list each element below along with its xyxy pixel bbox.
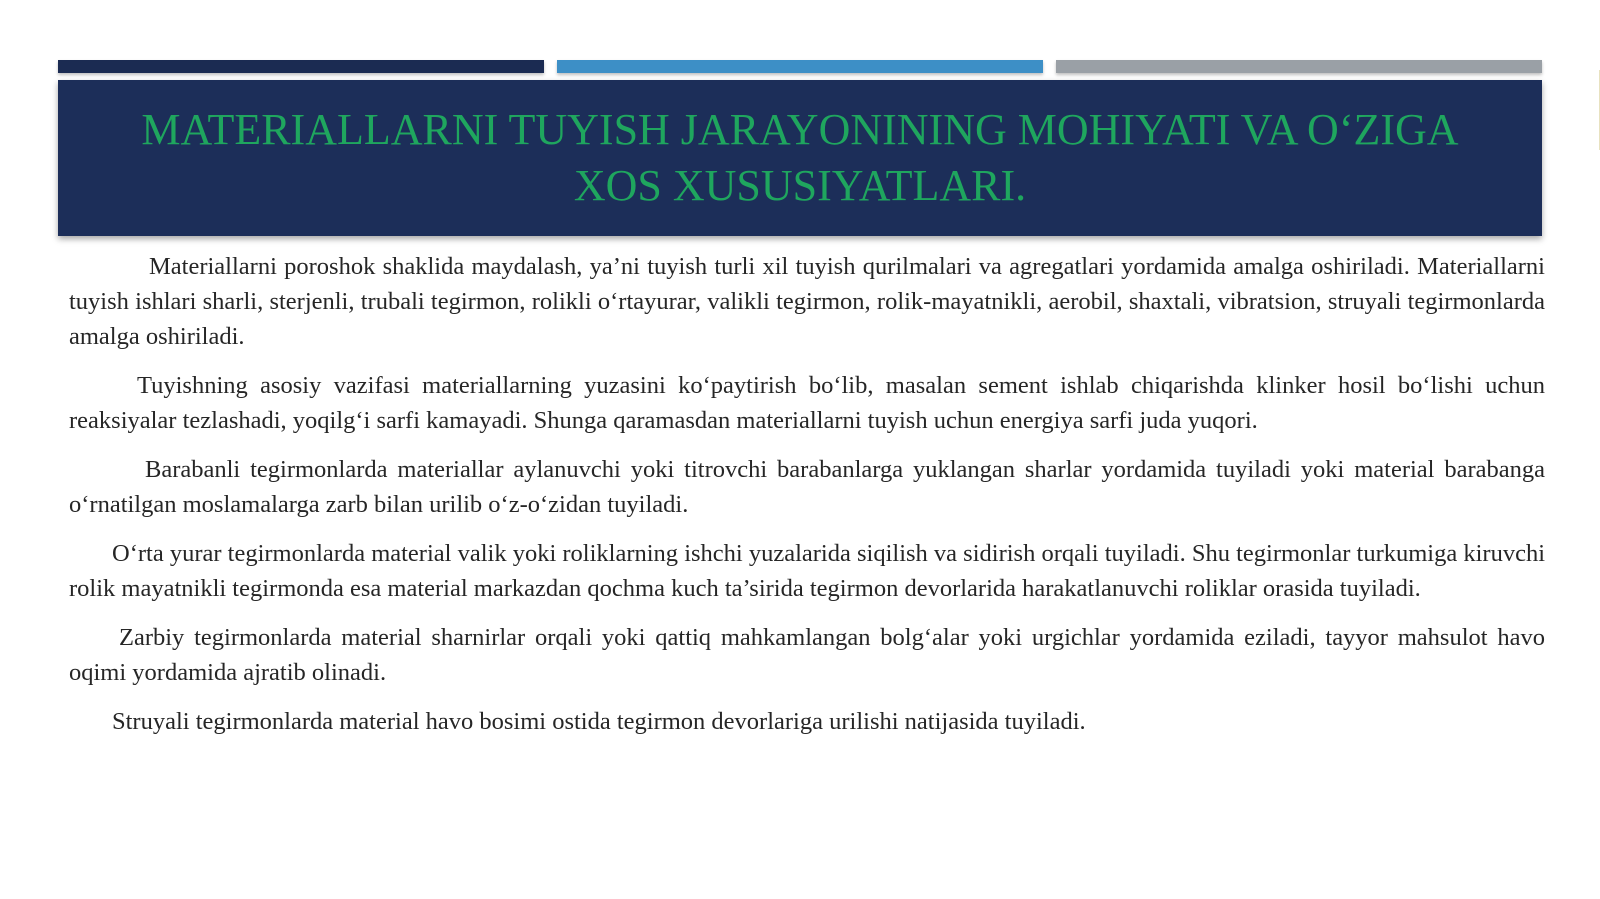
slide-title: MATERIALLARNI TUYISH JARAYONINING MOHIYATI VA O‘ZIGA XOS XUSUSIYATLARI.	[141, 105, 1459, 210]
decorative-edge-line	[1595, 70, 1600, 150]
accent-bar-blue	[557, 60, 1043, 73]
paragraph-6: Struyali tegirmonlarda material havo bosimi ostida tegirmon devorlariga urilishi natijasida tuyiladi.	[112, 708, 1086, 735]
paragraph-3: Barabanli tegirmonlarda materiallar aylanuvchi yoki titrovchi barabanlarga yuklangan sharlar yordamida tuyiladi yoki material barabanga o‘rnatilgan moslamalarga zarb bilan urilib o‘z-o‘zidan tuyiladi.	[69, 456, 1545, 518]
slide-body	[69, 249, 1545, 753]
paragraph-1: Materiallarni poroshok shaklida maydalash, ya’ni tuyish turli xil tuyish qurilmalari va agregatlari yordamida amalga oshiriladi. Materiallarni tuyish ishlari sharli, sterjenli, trubali tegirmon, rolikli o‘rtayurar, valikli tegirmon, rolik-mayatnikli, aerobil, shaxtali, vibratsion, struyali tegirmonlarda amalga oshiriladi.	[69, 253, 1545, 350]
title-banner	[58, 80, 1542, 236]
accent-bar-gray	[1056, 60, 1542, 73]
paragraph-2: Tuyishning asosiy vazifasi materiallarning yuzasini ko‘paytirish bo‘lib, masalan sement ishlab chiqarishda klinker hosil bo‘lishi uchun reaksiyalar tezlashadi, yoqilg‘i sarfi kamayadi. Shunga qaramasdan materiallarni tuyish uchun energiya sarfi juda yuqori.	[69, 372, 1545, 434]
accent-bar-dark	[58, 60, 544, 73]
paragraph-4: O‘rta yurar tegirmonlarda material valik yoki roliklarning ishchi yuzalarida siqilish va sidirish orqali tuyiladi. Shu tegirmonlar turkumiga kiruvchi rolik mayatnikli tegirmonda esa material markazdan qochma kuch ta’sirida tegirmon devorlarida harakatlanuvchi roliklar orasida tuyiladi.	[69, 540, 1545, 602]
paragraph-5: Zarbiy tegirmonlarda material sharnirlar orqali yoki qattiq mahkamlangan bolg‘alar yoki urgichlar yordamida eziladi, tayyor mahsulot havo oqimi yordamida ajratib olinadi.	[69, 624, 1545, 686]
